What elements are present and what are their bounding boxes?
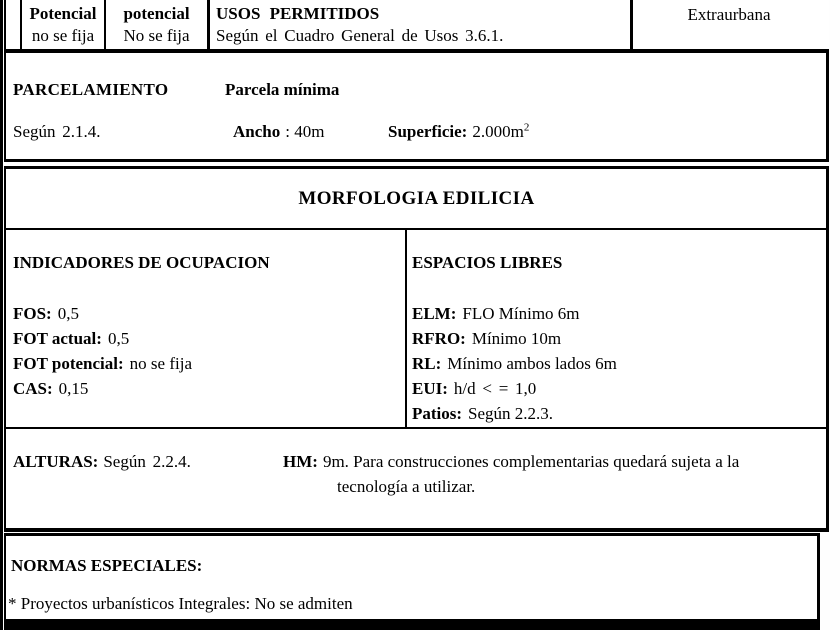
potencial2-value: No se fija [123,26,190,45]
cell-potencial-2 [106,3,207,47]
ancho-label: Ancho [233,122,281,141]
fos-item [13,303,79,325]
potencial2-title: potencial [123,4,190,23]
hm-text-line2: tecnología a utilizar. [337,477,476,496]
normas-section [4,533,820,630]
elm-label: ELM: [412,304,457,323]
fot-actual-label: FOT actual: [13,329,102,348]
zone-label: Extraurbana [687,5,771,24]
cas-value: 0,15 [58,379,89,398]
patios-label: Patios: [412,404,463,423]
alturas-field [13,451,191,473]
morfologia-title: MORFOLOGIA EDILICIA [298,188,535,209]
patios-item [412,403,553,425]
normas-item: * Proyectos urbanísticos Integrales: No se admiten [8,594,353,613]
divider [6,427,827,429]
hm-text-line1: 9m. Para construcciones complementarias quedará sujeta a la [322,452,740,471]
divider [207,0,210,49]
cas-label: CAS: [13,379,53,398]
parcelamiento-section [4,53,829,162]
divider [405,230,407,427]
rfro-item [412,328,561,350]
rfro-value: Mínimo 10m [471,329,562,348]
elm-item [412,303,580,325]
rl-label: RL: [412,354,442,373]
fot-actual-value: 0,5 [107,329,130,348]
cas-item [13,378,88,400]
ancho-value: : 40m [285,122,325,141]
rfro-label: RFRO: [412,329,466,348]
alturas-label: ALTURAS: [13,452,99,471]
elm-value: FLO Mínimo 6m [462,304,580,323]
hm-label: HM: [283,452,318,471]
parcelamiento-title: PARCELAMIENTO [13,80,169,99]
alturas-value: Según 2.2.4. [103,452,191,471]
usos-permitidos-title: USOS PERMITIDOS [216,4,380,23]
eui-item [412,378,536,400]
fot-potencial-label: FOT potencial: [13,354,124,373]
superficie-value: 2.000m [472,122,524,141]
hm-field-line1 [283,451,739,473]
parcela-minima-label: Parcela mínima [225,80,340,99]
ancho-field [233,121,324,143]
cell-potencial [22,3,104,47]
patios-value: Según 2.2.3. [468,404,554,423]
fos-label: FOS: [13,304,52,323]
eui-label: EUI: [412,379,448,398]
rl-value: Mínimo ambos lados 6m [447,354,617,373]
superficie-sup: 2 [523,121,530,134]
superficie-label: Superficie: [388,122,468,141]
rl-item [412,353,617,375]
divider [6,228,827,230]
espacios-title: ESPACIOS LIBRES [412,253,563,272]
scan-left-edge [0,0,3,630]
fot-potencial-item [13,353,192,375]
normas-title: NORMAS ESPECIALES: [11,556,203,575]
usos-permitidos-subtitle: Según el Cuadro General de Usos 3.6.1. [216,26,504,45]
parcelamiento-ref: Según 2.1.4. [13,122,101,141]
eui-value: h/d < = 1,0 [453,379,537,398]
potencial-value: no se fija [31,26,95,45]
potencial-title: Potencial [29,4,97,23]
fos-value: 0,5 [57,304,79,323]
fot-potencial-value: no se fija [129,354,192,373]
superficie-field [388,121,529,143]
fot-actual-item [13,328,129,350]
ocupacion-title: INDICADORES DE OCUPACION [13,253,270,272]
